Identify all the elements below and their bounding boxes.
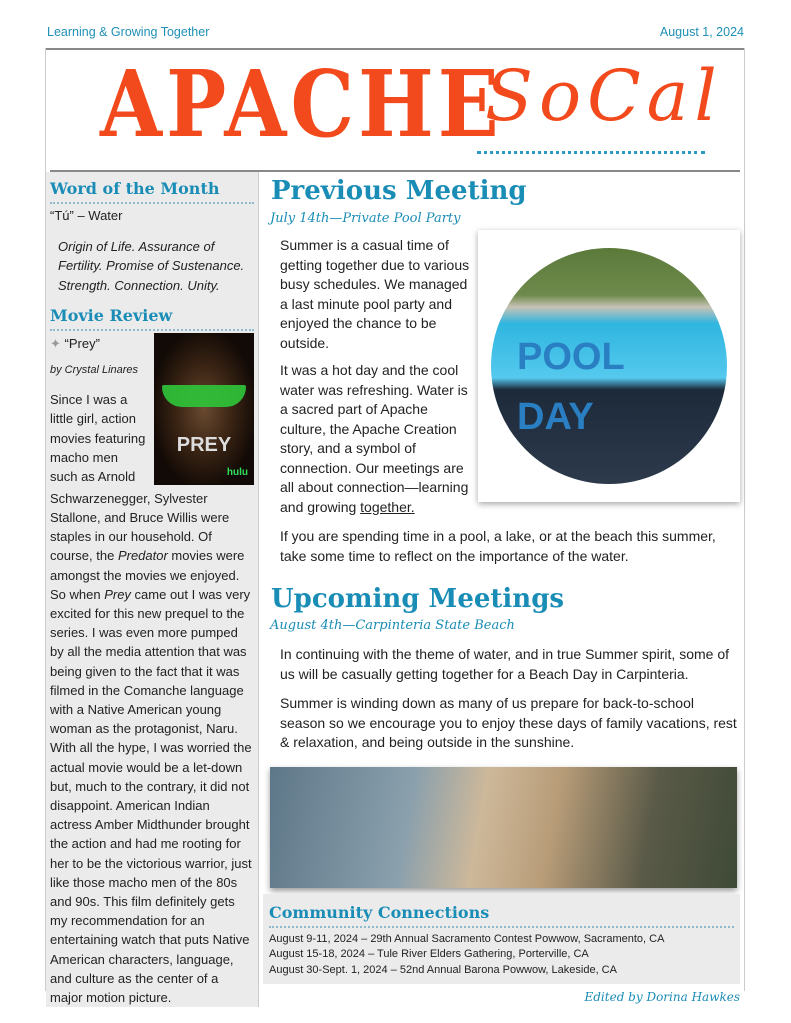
editor-credit: Edited by Dorina Hawkes [584,990,740,1004]
poster-title: PREY [176,433,232,456]
upcoming-meetings-heading: Upcoming Meetings [271,584,565,614]
event-item: August 30-Sept. 1, 2024 – 52nd Annual Barona Powwow, Lakeside, CA [269,963,617,976]
logo-apache: APACHE [100,49,503,159]
poster-brand: hulu [226,466,248,478]
previous-p1: Summer is a casual time of getting together due to various busy schedules. We managed a last minute pool party and enjoyed the chance to be outside. [280,237,470,351]
community-connections [263,894,740,985]
previous-p3: If you are spending time in a pool, a lake, or at the beach this summer, take some time to reflect on the importance of the water. [280,528,716,564]
issue-date: August 1, 2024 [659,25,744,39]
review-text: Since I was a little girl, action movies featuring macho men such as Arnold Schwarzenegger, Sylvester Stallone, and Bruce Willis were staples in our household. Of course, the Predator movies were amongst the movies we enjoyed. So when Prey came out I was very excited for this new prequel to the series. I was even more pumped by all the media attention that was being given to the fact that it was filmed in the Comanche language with a Native American young woman as the protagonist, Naru. With all the hype, I was worried the actual movie would be a let-down but, much to the contrary, it did not disappoint. American Indian actress Amber Midthunder brought the action and had me rooting for her to be the victorious warrior, just like those macho men of the 80s and 90s. This film definitely gets my recommendation for an entertaining watch that puts Native American characters, language, and culture as the center of a major motion picture. [50,392,252,1006]
pool-day-photo: POOL DAY [478,230,740,502]
event-item: August 15-18, 2024 – Tule River Elders Gathering, Porterville, CA [269,948,589,960]
previous-meeting-subtitle: July 14th—Private Pool Party [270,211,461,226]
upcoming-p2: Summer is winding down as many of us prepare for back-to-school season so we encourage you to enjoy these days of family vacations, rest & relaxation, and being outside in the sunshine. [280,695,737,750]
word: “Tú” – Water [50,208,123,223]
logo-socal: SoCal [485,55,723,137]
movie-review-heading: Movie Review [50,305,254,331]
bullet-icon: ✦ [50,335,65,351]
word-of-month-heading: Word of the Month [50,178,254,204]
movie-name: “Prey” [64,335,100,351]
upcoming-meetings-subtitle: August 4th—Carpinteria State Beach [270,618,515,633]
together-link: together. [360,498,415,515]
review-author: by Crystal Linares [50,364,139,377]
prey-poster-image [154,333,254,485]
sidebar [46,172,259,1007]
logo-underline [477,150,705,154]
previous-p2: It was a hot day and the cool water was refreshing. Water is a sacred part of Apache culture, the Apache Creation story, and a symbol of connection. Our meetings are all about connection—learning and growing together. [280,362,469,515]
main-column [266,176,740,1006]
beach-photo [270,767,737,888]
upcoming-p1: In continuing with the theme of water, and in true Summer spirit, some of us will be casually getting together for a Beach Day in Carpinteria. [280,646,729,682]
event-item: August 9-11, 2024 – 29th Annual Sacramento Contest Powwow, Sacramento, CA [269,932,665,945]
word-meaning: Origin of Life. Assurance of Fertility. Promise of Sustenance. Strength. Connection. Unity. [58,239,245,293]
tagline: Learning & Growing Together [47,25,210,39]
community-heading: Community Connections [269,902,734,928]
previous-meeting-heading: Previous Meeting [271,176,527,206]
